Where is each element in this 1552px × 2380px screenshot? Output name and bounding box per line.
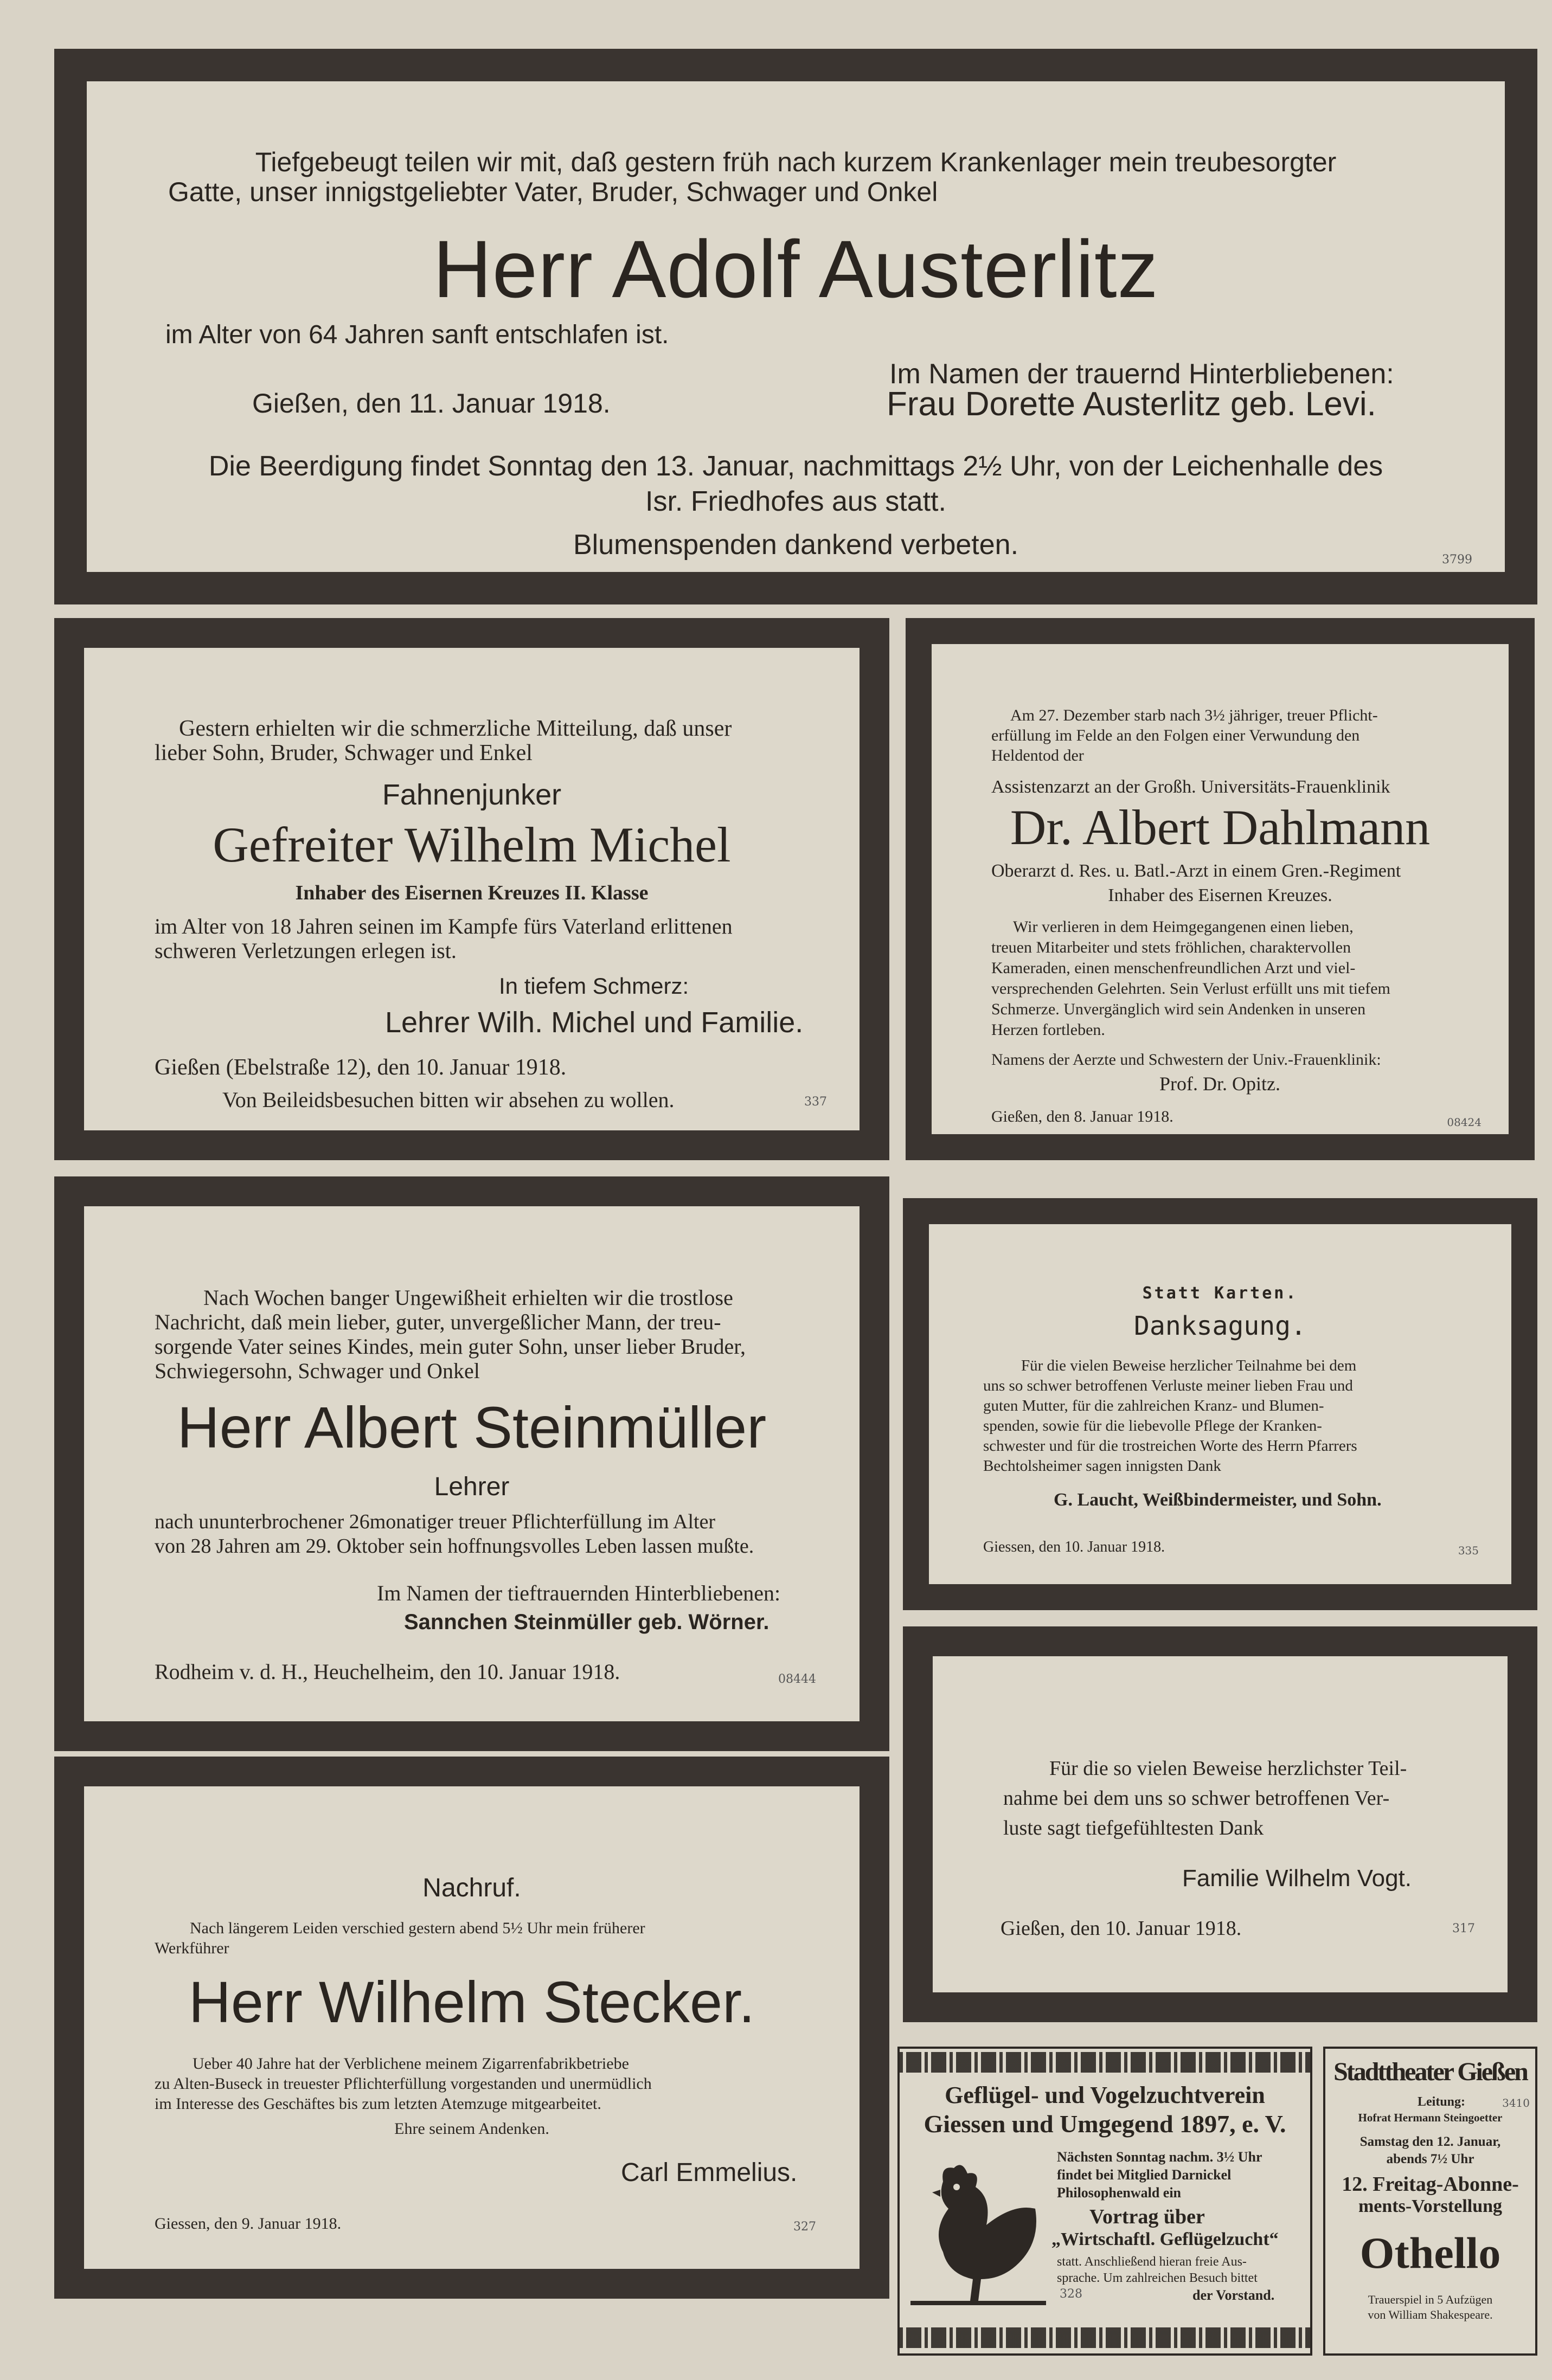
- dahlmann-intro-2: erfüllung im Felde an den Folgen einer Verwundung den: [991, 726, 1360, 744]
- vogt-ref: 317: [1452, 1922, 1475, 1935]
- steinmueller-mourners-label: Im Namen der tieftrauernden Hinterbliebenen:: [377, 1581, 781, 1605]
- laucht-heading-small: Statt Karten.: [1142, 1284, 1298, 1303]
- stecker-name: Herr Wilhelm Stecker.: [188, 1969, 755, 2035]
- stecker-text-2: zu Alten-Buseck in treuester Pflichterfüllung vorgestanden und unermüdlich: [155, 2075, 652, 2093]
- verein-text-4: statt. Anschließend hieran freie Aus-: [1057, 2255, 1247, 2269]
- michel-signed: Lehrer Wilh. Michel und Familie.: [385, 1006, 804, 1039]
- stecker-intro-2: Werkführer: [155, 1939, 229, 1957]
- austerlitz-funeral-2: Isr. Friedhofes aus statt.: [645, 486, 946, 517]
- steinmueller-intro-3: sorgende Vater seines Kindes, mein guter Sohn, unser lieber Bruder,: [155, 1334, 746, 1359]
- michel-intro-1: Gestern erhielten wir die schmerzliche Mitteilung, daß unser: [179, 716, 732, 741]
- theater-date-2: abends 7½ Uhr: [1386, 2152, 1474, 2166]
- dahlmann-place-date: Gießen, den 8. Januar 1918.: [991, 1108, 1173, 1125]
- michel-award: Inhaber des Eisernen Kreuzes II. Klasse: [295, 882, 649, 904]
- dahlmann-text-3: Kameraden, einen menschenfreundlichen Arzt und viel-: [991, 959, 1356, 977]
- austerlitz-mourners: Frau Dorette Austerlitz geb. Levi.: [887, 385, 1376, 423]
- notice-steinmueller: [54, 1176, 889, 1751]
- stecker-heading: Nachruf.: [422, 1874, 521, 1902]
- theater-ref: 3410: [1502, 2096, 1530, 2109]
- austerlitz-mourners-label: Im Namen der trauernd Hinterbliebenen:: [889, 358, 1394, 390]
- theater-author-2: von William Shakespeare.: [1368, 2308, 1493, 2321]
- vogt-text-2: nahme bei dem uns so schwer betroffenen Ver-: [1003, 1787, 1390, 1810]
- michel-name: Gefreiter Wilhelm Michel: [213, 817, 731, 872]
- verein-title-2: Giessen und Umgegend 1897, e. V.: [923, 2110, 1286, 2138]
- vogt-signed: Familie Wilhelm Vogt.: [1182, 1865, 1412, 1892]
- austerlitz-intro-1: Tiefgebeugt teilen wir mit, daß gestern früh nach kurzem Krankenlager mein treubesorgter: [255, 147, 1337, 177]
- laucht-ref: 335: [1458, 1544, 1479, 1557]
- dahlmann-rank: Oberarzt d. Res. u. Batl.-Arzt in einem Gren.-Regiment: [991, 861, 1401, 881]
- laucht-signed: G. Laucht, Weißbindermeister, und Sohn.: [1054, 1490, 1382, 1510]
- theater-event-2: ments-Vorstellung: [1358, 2196, 1503, 2216]
- austerlitz-intro-2: Gatte, unser innigstgeliebter Vater, Bruder, Schwager und Onkel: [168, 177, 938, 207]
- laucht-place-date: Giessen, den 10. Januar 1918.: [983, 1539, 1165, 1555]
- steinmueller-ref: 08444: [778, 1673, 816, 1686]
- vogt-text-3: luste sagt tiefgefühltesten Dank: [1003, 1817, 1264, 1839]
- austerlitz-place-date: Gießen, den 11. Januar 1918.: [252, 388, 611, 419]
- verein-ref: 328: [1060, 2287, 1082, 2301]
- theater-date-1: Samstag den 12. Januar,: [1359, 2134, 1501, 2149]
- steinmueller-mourners: Sannchen Steinmüller geb. Wörner.: [404, 1610, 769, 1634]
- laucht-text-6: Bechtolsheimer sagen innigsten Dank: [983, 1457, 1221, 1475]
- steinmueller-intro-4: Schwiegersohn, Schwager und Onkel: [155, 1359, 480, 1383]
- michel-place-date: Gießen (Ebelstraße 12), den 10. Januar 1918.: [155, 1055, 567, 1080]
- verein-text-5: sprache. Um zahlreichen Besuch bittet: [1057, 2271, 1258, 2285]
- michel-grief: In tiefem Schmerz:: [499, 973, 689, 999]
- austerlitz-age: im Alter von 64 Jahren sanft entschlafen ist.: [165, 320, 669, 349]
- laucht-heading: Danksagung.: [1134, 1311, 1306, 1341]
- verein-title-1: Geflügel- und Vogelzuchtverein: [945, 2082, 1265, 2108]
- laucht-text-5: schwester und für die trostreichen Worte des Herrn Pfarrers: [983, 1437, 1357, 1455]
- steinmueller-name: Herr Albert Steinmüller: [177, 1394, 767, 1460]
- stecker-ref: 327: [793, 2220, 816, 2234]
- notice-vogt: [903, 1626, 1537, 2022]
- austerlitz-ref: 3799: [1442, 553, 1472, 567]
- theater-author-1: Trauerspiel in 5 Aufzügen: [1368, 2293, 1493, 2306]
- dahlmann-text-1: Wir verlieren in dem Heimgegangenen einen lieben,: [1013, 918, 1354, 936]
- michel-rank: Fahnenjunker: [382, 779, 562, 811]
- steinmueller-intro-2: Nachricht, daß mein lieber, guter, unvergeßlicher Mann, der treu-: [155, 1310, 721, 1334]
- dahlmann-signed-1: Namens der Aerzte und Schwestern der Univ.-Frauenklinik:: [991, 1051, 1381, 1069]
- vogt-text-1: Für die so vielen Beweise herzlichster Teil-: [1049, 1757, 1407, 1780]
- michel-intro-2: lieber Sohn, Bruder, Schwager und Enkel: [155, 741, 533, 766]
- theater-event-1: 12. Freitag-Abonne-: [1342, 2173, 1519, 2196]
- steinmueller-place-date: Rodheim v. d. H., Heuchelheim, den 10. Januar 1918.: [155, 1659, 620, 1684]
- dahlmann-text-4: versprechenden Gelehrten. Sein Verlust erfüllt uns mit tiefem: [991, 980, 1390, 998]
- ad-verein: [897, 2047, 1312, 2356]
- dahlmann-intro-3: Heldentod der: [991, 747, 1084, 764]
- michel-ref: 337: [804, 1095, 827, 1109]
- dahlmann-name: Dr. Albert Dahlmann: [1010, 800, 1431, 855]
- stecker-text-3: im Interesse des Geschäftes bis zum letzten Atemzuge mitgearbeitet.: [155, 2095, 601, 2113]
- steinmueller-text-1: nach ununterbrochener 26monatiger treuer Pflichterfüllung im Alter: [155, 1510, 716, 1533]
- dahlmann-text-2: treuen Mitarbeiter und stets fröhlichen, charaktervollen: [991, 938, 1351, 956]
- verein-lecture-1: Vortrag über: [1089, 2205, 1205, 2228]
- laucht-text-3: guten Mutter, für die zahlreichen Kranz- und Blumen-: [983, 1397, 1324, 1414]
- michel-age-1: im Alter von 18 Jahren seinen im Kampfe fürs Vaterland erlittenen: [155, 914, 733, 938]
- stecker-intro-1: Nach längerem Leiden verschied gestern abend 5½ Uhr mein früherer: [190, 1919, 645, 1937]
- laucht-text-4: spenden, sowie für die liebevolle Pflege der Kranken-: [983, 1417, 1322, 1435]
- steinmueller-text-2: von 28 Jahren am 29. Oktober sein hoffnungsvolles Leben lassen mußte.: [155, 1535, 754, 1558]
- steinmueller-title: Lehrer: [434, 1472, 510, 1501]
- stecker-place-date: Giessen, den 9. Januar 1918.: [155, 2215, 342, 2233]
- stecker-text-4: Ehre seinem Andenken.: [394, 2120, 549, 2138]
- austerlitz-funeral-1: Die Beerdigung findet Sonntag den 13. Januar, nachmittags 2½ Uhr, von der Leichenhalle des: [208, 451, 1383, 482]
- stecker-text-1: Ueber 40 Jahre hat der Verblichene meinem Zigarrenfabrikbetriebe: [193, 2055, 629, 2073]
- verein-text-1: Nächsten Sonntag nachm. 3½ Uhr: [1057, 2149, 1262, 2165]
- verein-text-3: Philosophenwald ein: [1057, 2185, 1182, 2201]
- dahlmann-award: Inhaber des Eisernen Kreuzes.: [1108, 885, 1332, 905]
- michel-age-2: schweren Verletzungen erlegen ist.: [155, 938, 457, 963]
- austerlitz-name: Herr Adolf Austerlitz: [433, 223, 1159, 314]
- stecker-signed: Carl Emmelius.: [621, 2158, 798, 2187]
- notice-austerlitz: [54, 49, 1537, 604]
- vogt-place-date: Gießen, den 10. Januar 1918.: [1001, 1917, 1242, 1940]
- theater-leitung-label: Leitung:: [1418, 2095, 1466, 2109]
- theater-play: Othello: [1359, 2228, 1501, 2278]
- verein-signed: der Vorstand.: [1192, 2287, 1275, 2303]
- ad-theater: [1323, 2047, 1537, 2356]
- austerlitz-flowers: Blumenspenden dankend verbeten.: [573, 529, 1019, 561]
- notice-dahlmann: [906, 618, 1535, 1160]
- verein-border-top: [900, 2052, 1310, 2073]
- notice-laucht: [903, 1198, 1537, 1610]
- dahlmann-signed-2: Prof. Dr. Opitz.: [1159, 1073, 1280, 1095]
- laucht-text-2: uns so schwer betroffenen Verluste meiner lieben Frau und: [983, 1377, 1353, 1394]
- michel-note: Von Beileidsbesuchen bitten wir absehen zu wollen.: [222, 1088, 675, 1112]
- dahlmann-intro-1: Am 27. Dezember starb nach 3½ jähriger, treuer Pflicht-: [1010, 706, 1378, 724]
- verein-border-bottom: [900, 2327, 1310, 2348]
- dahlmann-ref: 08424: [1447, 1116, 1482, 1129]
- theater-leitung: Hofrat Hermann Steingoetter: [1358, 2111, 1503, 2124]
- laucht-text-1: Für die vielen Beweise herzlicher Teilnahme bei dem: [1021, 1357, 1357, 1374]
- notice-michel: [54, 618, 889, 1160]
- dahlmann-text-6: Herzen fortleben.: [991, 1021, 1105, 1039]
- notice-stecker: [54, 1757, 889, 2299]
- theater-title: Stadttheater Gießen: [1333, 2057, 1527, 2086]
- verein-lecture-2: „Wirtschaftl. Geflügelzucht“: [1051, 2229, 1279, 2249]
- dahlmann-position: Assistenzarzt an der Großh. Universitäts-Frauenklinik: [991, 777, 1390, 797]
- steinmueller-intro-1: Nach Wochen banger Ungewißheit erhielten wir die trostlose: [203, 1285, 733, 1310]
- verein-text-2: findet bei Mitglied Darnickel: [1057, 2167, 1232, 2183]
- rooster-icon: [910, 2149, 1046, 2312]
- dahlmann-text-5: Schmerze. Unvergänglich wird sein Andenken in unseren: [991, 1000, 1366, 1018]
